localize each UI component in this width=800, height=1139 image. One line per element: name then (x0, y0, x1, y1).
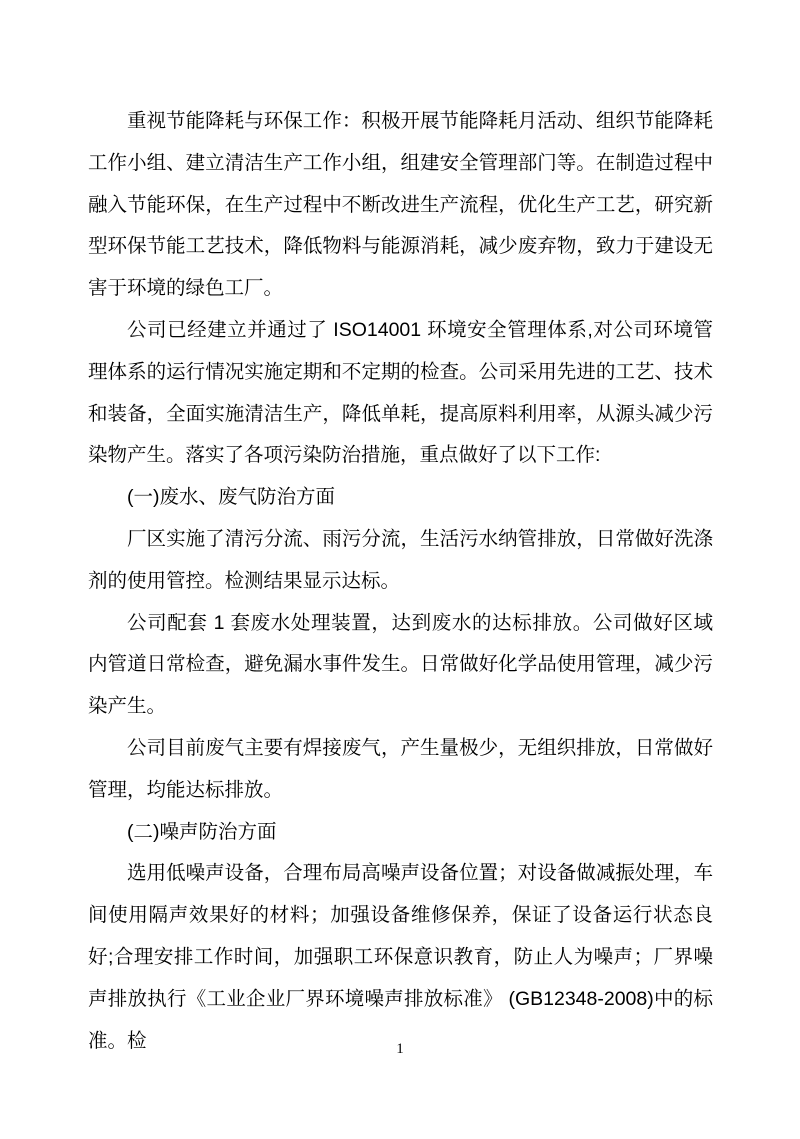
para-noise-control-measures: 选用低噪声设备，合理布局高噪声设备位置；对设备做减振处理，车间使用隔声效果好的材料；加强设备维修保养，保证了设备运行状态良好;合理安排工作时间，加强职工环保意识教育，防止人为噪声；厂界噪声排放执行《工业企业厂界环境噪声排放标准》 (GB12348-2008)中的标准。检 (88, 862, 713, 1052)
para-wastewater-treatment-device: 公司配套 1 套废水处理装置，达到废水的达标排放。公司做好区域内管道日常检查，避免漏水事件发生。日常做好化学品使用管理，减少污染产生。 (88, 611, 713, 718)
para-iso14001-management-system: 公司已经建立并通过了 ISO14001 环境安全管理体系,对公司环境管理体系的运行情况实施定期和不定期的检查。公司采用先进的工艺、技术和装备，全面实施清洁生产，降低单耗，提高原料利用率，从源头减少污染物产生。落实了各项污染防治措施，重点做好了以下工作: (88, 318, 713, 467)
para-welding-exhaust-gas: 公司目前废气主要有焊接废气，产生量极少，无组织排放，日常做好管理，均能达标排放。 (88, 736, 713, 801)
document-body (88, 101, 713, 1062)
page-number: 1 (396, 1041, 404, 1057)
heading-section-2-noise: (二)噪声防治方面 (127, 820, 277, 843)
para-energy-conservation-overview: 重视节能降耗与环保工作：积极开展节能降耗月活动、组织节能降耗工作小组、建立清洁生产工作小组，组建安全管理部门等。在制造过程中融入节能环保，在生产过程中不断改进生产流程，优化生产工艺，研究新型环保节能工艺技术，降低物料与能源消耗，减少废弃物，致力于建设无害于环境的绿色工厂。 (88, 110, 713, 300)
para-drainage-separation: 厂区实施了清污分流、雨污分流，生活污水纳管排放，日常做好洗涤剂的使用管控。检测结果显示达标。 (88, 527, 713, 592)
heading-section-1-wastewater-gas: (一)废水、废气防治方面 (127, 486, 335, 509)
